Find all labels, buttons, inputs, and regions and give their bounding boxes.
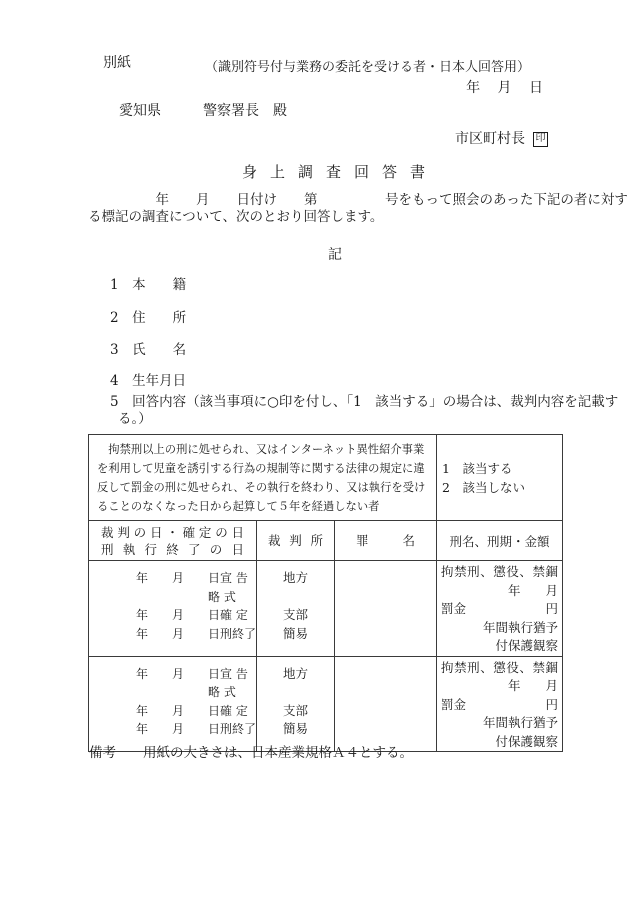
penalty-probation: 付保護観察 [495,733,559,749]
yen-label: 円 [545,601,559,616]
intro-line-1: 年 月 日付け 第 号をもって照会のあった下記の者に対す [88,192,628,208]
condition-line: ることのなくなった日から起算して５年を経過しない者 [97,500,380,513]
crime-cell [335,561,437,657]
date-line: 年 月 日宣 告 [136,666,248,681]
penalty-term: 年 月 [508,678,559,693]
intro-paragraph [88,192,630,226]
record-marker: 記 [328,247,342,263]
attachment-label: 別紙 [103,55,131,71]
fine-label: 罰金 [441,696,467,712]
response-table [88,434,563,752]
penalty-suspension: 年間執行猶予 [483,715,559,730]
addressee-line: 愛知県 警察署長 殿 [119,103,287,119]
date-line: 略 式 [136,589,236,604]
table-header-row [89,521,563,561]
list-item-4 [110,369,186,389]
crime-cell [335,656,437,752]
penalty-probation: 付保護観察 [495,638,559,653]
item-number: 1 [110,277,119,293]
header-judgment-date-line-2: 刑執行終了の日 [101,541,245,557]
header-judgment-date-line-1: 裁判の日・確定の日 [101,524,245,540]
item-label: 住 所 [132,310,187,326]
date-line: 略 式 [136,685,236,699]
list-item-1 [110,273,186,293]
fine-label: 罰金 [441,601,467,616]
penalty-cell [437,561,563,657]
table-row [89,561,563,657]
date-cell [89,656,257,752]
condition-line: 拘禁刑以上の刑に処せられ、又はインターネット異性紹介事業 [97,443,425,456]
item-number: 3 [110,342,119,358]
remarks-note: 備考 用紙の大きさは、日本産業規格Ａ４とする。 [89,745,413,761]
court-cell [257,656,335,752]
applicability-cell [437,435,563,521]
condition-cell [89,435,437,521]
document-title: 身上調査回答書 [241,163,438,181]
header-penalty: 刑名、刑期・金額 [437,521,563,561]
date-blank-line: 年 月 日 [466,80,543,96]
condition-line: 反して罰金の刑に処せられ、その執行を終わり、又は執行を受け [97,481,426,494]
applicability-option-2: 2 該当しない [442,479,525,495]
table-row [89,656,563,752]
court-option: 支部 [283,607,309,622]
header-court: 裁判所 [257,521,335,561]
court-option: 支部 [283,702,309,718]
penalty-cell [437,656,563,752]
court-option: 簡易 [283,625,309,641]
yen-label: 円 [545,696,559,712]
date-line: 年 月 日刑終了 [136,722,257,736]
header-crime-name: 罪名 [335,521,437,561]
date-line: 年 月 日確 定 [136,608,248,622]
item-number: 4 [110,373,119,389]
item-number: 5 [110,394,119,410]
seal-mark: 印 [533,132,548,147]
date-line: 年 月 日刑終了 [136,626,257,641]
form-type-note: （識別符号付与業務の委託を受ける者・日本人回答用） [204,60,530,75]
condition-row [89,435,563,521]
header-judgment-date [89,521,257,561]
court-option: 地方 [283,665,309,681]
item-label: 本 籍 [132,277,187,293]
date-line: 年 月 日宣 告 [136,571,248,585]
respondent-line [455,131,548,148]
item5-line-2: る。） [118,411,152,427]
list-item-2 [110,306,186,326]
penalty-suspension: 年間執行猶予 [483,619,559,635]
date-line: 年 月 日確 定 [136,703,248,718]
court-option: 地方 [283,570,309,585]
item-label: 氏 名 [132,342,187,358]
court-cell [257,561,335,657]
court-option: 簡易 [283,721,309,736]
list-item-3 [110,338,186,358]
penalty-types: 拘禁刑、懲役、禁錮 [441,564,559,579]
applicability-option-1: 1 該当する [442,460,513,476]
item5-line-1 [110,394,618,411]
court-option [257,683,334,702]
list-item-5 [110,394,618,428]
item-label: 生年月日 [132,373,187,389]
item-label: 回答内容（該当事項に○印を付し、「1 該当する」の場合は、裁判内容を記載す [132,394,619,410]
penalty-term: 年 月 [508,582,559,598]
penalty-fine [437,600,562,619]
date-cell [89,561,257,657]
item-number: 2 [110,310,119,326]
penalty-fine [437,696,562,715]
penalty-types: 拘禁刑、懲役、禁錮 [441,659,559,675]
condition-line: を利用して児童を誘引する行為の規制等に関する法律の規定に違 [97,462,425,475]
respondent-title: 市区町村長 [455,131,525,147]
intro-line-2: る標記の調査について、次のとおり回答します。 [88,209,384,225]
court-option [257,588,334,607]
